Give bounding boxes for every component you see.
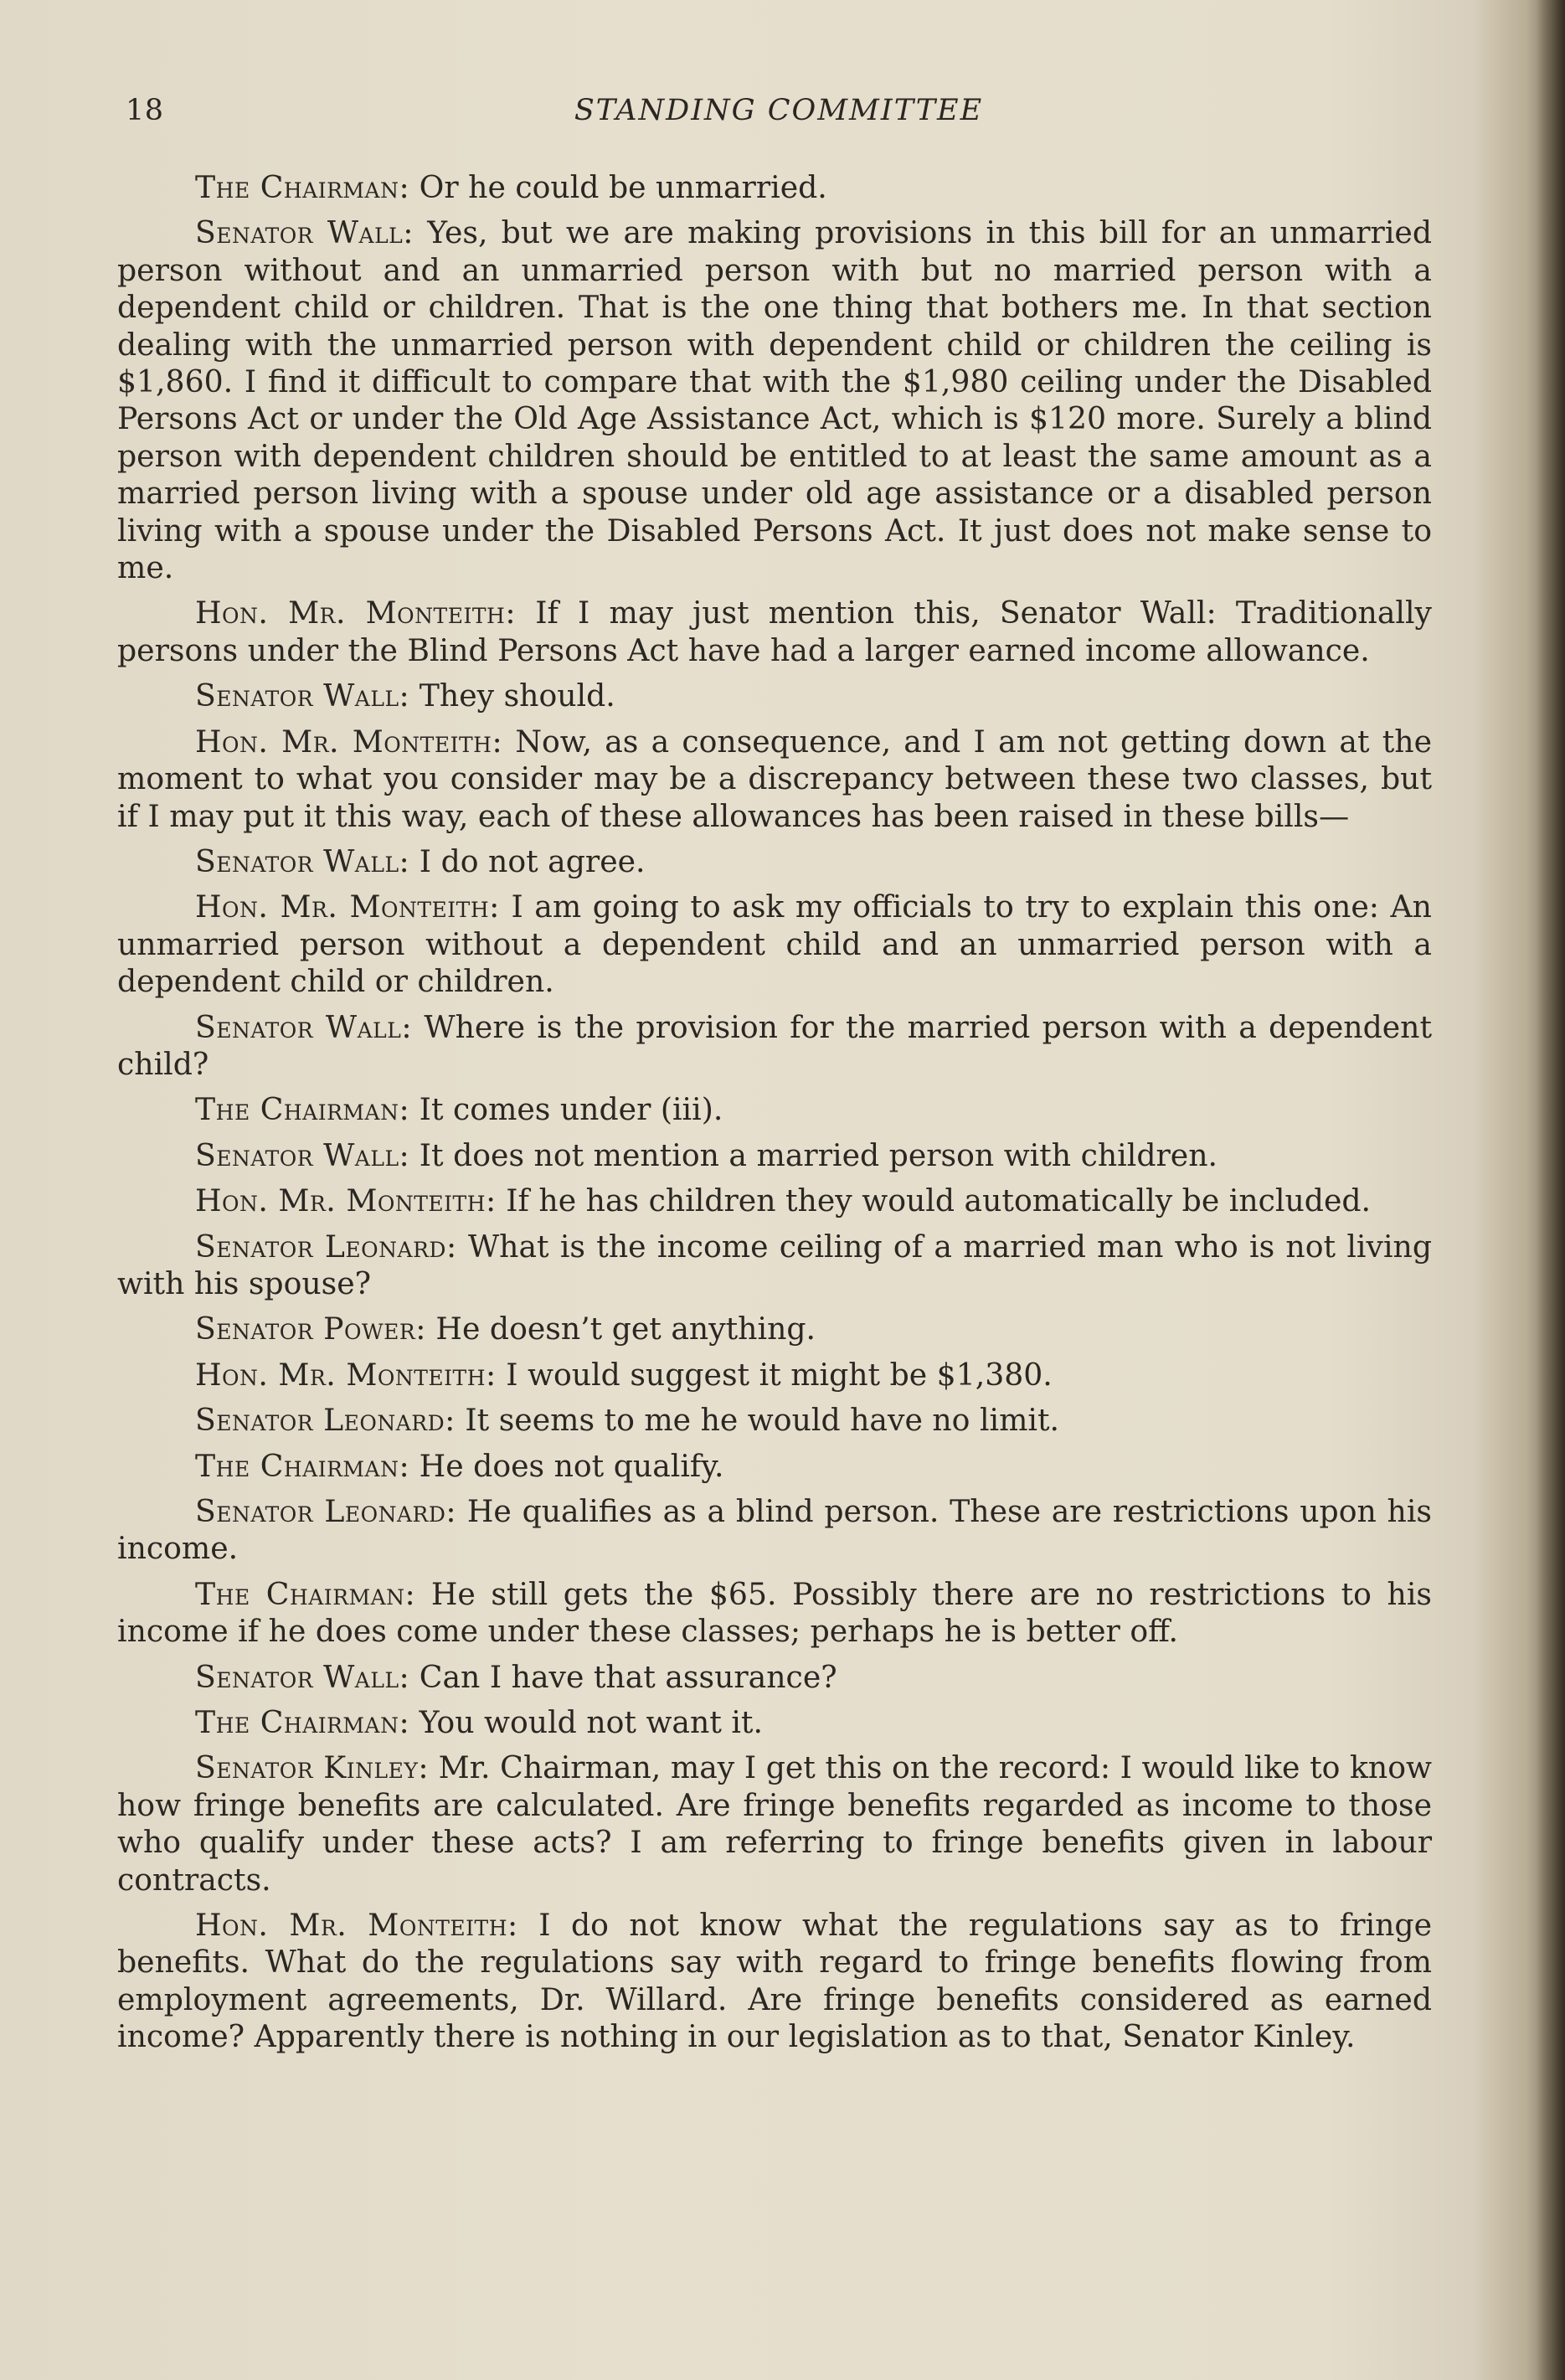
paragraph-text: Yes, but we are making provisions in this bill for an unmarried person without and an unmarried person with but no married person with a dependent child or children. That is the one thing that bothers me. In that section dealing with the unmarried person with dependent child or children the ceiling is $1,860. I find it difficult to compare that with the $1,980 ceiling under the Disabled Persons Act or under the Old Age Assistance Act, which is $120 more. Surely a blind person with dependent children should be entitled to at least the same amount as a married person living with a spouse under old age assistance or a disabled person living with a spouse under the Disabled Persons Act. It just does not make sense to me. bbox=[117, 214, 1432, 586]
speaker-name: Hon. Mr. Monteith: bbox=[195, 1907, 518, 1944]
paragraph bbox=[117, 724, 1432, 835]
paragraph bbox=[117, 1704, 1432, 1741]
speaker-name: Senator Wall: bbox=[195, 677, 410, 714]
speaker-name: Hon. Mr. Monteith: bbox=[195, 1356, 497, 1393]
paragraph bbox=[117, 1137, 1432, 1174]
paragraph bbox=[117, 1576, 1432, 1651]
paragraph-text: I would suggest it might be $1,380. bbox=[506, 1356, 1053, 1393]
paragraph bbox=[117, 1402, 1432, 1439]
page-edge-shadow bbox=[1537, 0, 1565, 2380]
paragraph-text: Now, as a consequence, and I am not getting down at the moment to what you consider may be a discrepancy between these two classes, but if I may put it this way, each of these allowances has been raised in these bills— bbox=[117, 723, 1432, 834]
paragraph bbox=[117, 1009, 1432, 1084]
paragraph bbox=[117, 1311, 1432, 1347]
speaker-name: The Chairman: bbox=[195, 1447, 410, 1484]
paragraph-text: It seems to me he would have no limit. bbox=[465, 1402, 1060, 1439]
paragraph bbox=[117, 1749, 1432, 1898]
speaker-name: Senator Wall: bbox=[195, 1658, 410, 1695]
paragraph bbox=[117, 1229, 1432, 1303]
paragraph-text: I do not know what the regulations say as to fringe benefits. What do the regulations say with regard to fringe benefits flowing from employment agreements, Dr. Willard. Are fringe benefits considered as earned income? Apparently there is nothing in our legislation as to that, Senator Kinley. bbox=[117, 1907, 1432, 2055]
speaker-name: Senator Kinley: bbox=[195, 1749, 430, 1786]
speaker-name: Senator Wall: bbox=[195, 1136, 410, 1173]
speaker-name: Hon. Mr. Monteith: bbox=[195, 723, 503, 760]
speaker-name: Senator Leonard: bbox=[195, 1493, 457, 1529]
paragraph bbox=[117, 595, 1432, 669]
speaker-name: Hon. Mr. Monteith: bbox=[195, 1182, 497, 1219]
speaker-name: Hon. Mr. Monteith: bbox=[195, 889, 500, 925]
transcript-body bbox=[117, 169, 1432, 2064]
paragraph-text: What is the income ceiling of a married man who is not living with his spouse? bbox=[117, 1228, 1432, 1301]
paragraph-text: They should. bbox=[419, 677, 615, 714]
paragraph-text: If I may just mention this, Senator Wall: Traditionally persons under the Blind Persons Act have had a larger earned income allowance. bbox=[117, 595, 1432, 668]
paragraph bbox=[117, 169, 1432, 206]
paragraph-text: Where is the provision for the married person with a dependent child? bbox=[117, 1008, 1432, 1082]
speaker-name: The Chairman: bbox=[195, 1704, 410, 1741]
paragraph-text: Can I have that assurance? bbox=[419, 1658, 837, 1695]
speaker-name: Senator Wall: bbox=[195, 842, 410, 879]
speaker-name: Senator Power: bbox=[195, 1311, 426, 1347]
speaker-name: Senator Leonard: bbox=[195, 1228, 457, 1265]
paragraph bbox=[117, 1357, 1432, 1393]
speaker-name: Senator Wall: bbox=[195, 214, 414, 251]
paragraph-text: He does not qualify. bbox=[419, 1447, 724, 1484]
paragraph bbox=[117, 1182, 1432, 1219]
paragraph-text: Or he could be unmarried. bbox=[419, 169, 827, 205]
page-number: 18 bbox=[126, 94, 164, 127]
paragraph bbox=[117, 1493, 1432, 1568]
paragraph-text: I am going to ask my officials to try to explain this one: An unmarried person without a dependent child and an unmarried person with a dependent child or children. bbox=[117, 889, 1432, 1000]
paragraph-text: He qualifies as a blind person. These are restrictions upon his income. bbox=[117, 1493, 1432, 1567]
paragraph-text: It does not mention a married person with children. bbox=[419, 1136, 1218, 1173]
speaker-name: Senator Leonard: bbox=[195, 1402, 456, 1439]
paragraph-text: It comes under (iii). bbox=[419, 1091, 723, 1128]
speaker-name: The Chairman: bbox=[195, 169, 410, 205]
paragraph bbox=[117, 1907, 1432, 2056]
speaker-name: Hon. Mr. Monteith: bbox=[195, 595, 517, 631]
paragraph-text: He doesn’t get anything. bbox=[435, 1311, 816, 1347]
page-header bbox=[126, 94, 1432, 136]
paragraph bbox=[117, 214, 1432, 586]
paragraph bbox=[117, 889, 1432, 1000]
paragraph bbox=[117, 1659, 1432, 1696]
speaker-name: Senator Wall: bbox=[195, 1008, 413, 1045]
paragraph-text: He still gets the $65. Possibly there are no restrictions to his income if he does come under these classes; perhaps he is better off. bbox=[117, 1575, 1432, 1650]
paragraph bbox=[117, 1091, 1432, 1128]
paragraph-text: I do not agree. bbox=[419, 842, 646, 879]
paragraph bbox=[117, 843, 1432, 880]
paragraph-text: If he has children they would automatically be included. bbox=[506, 1182, 1372, 1219]
paragraph-text: Mr. Chairman, may I get this on the record: I would like to know how fringe benefits are calculated. Are fringe benefits regarded as income to those who qualify under these acts? I am referring to fringe benefits given in labour contracts. bbox=[117, 1749, 1432, 1898]
running-head: STANDING COMMITTEE bbox=[574, 94, 984, 127]
paragraph bbox=[117, 1448, 1432, 1485]
paragraph bbox=[117, 677, 1432, 714]
speaker-name: The Chairman: bbox=[195, 1091, 410, 1128]
speaker-name: The Chairman: bbox=[195, 1575, 416, 1612]
paragraph-text: You would not want it. bbox=[419, 1704, 763, 1741]
